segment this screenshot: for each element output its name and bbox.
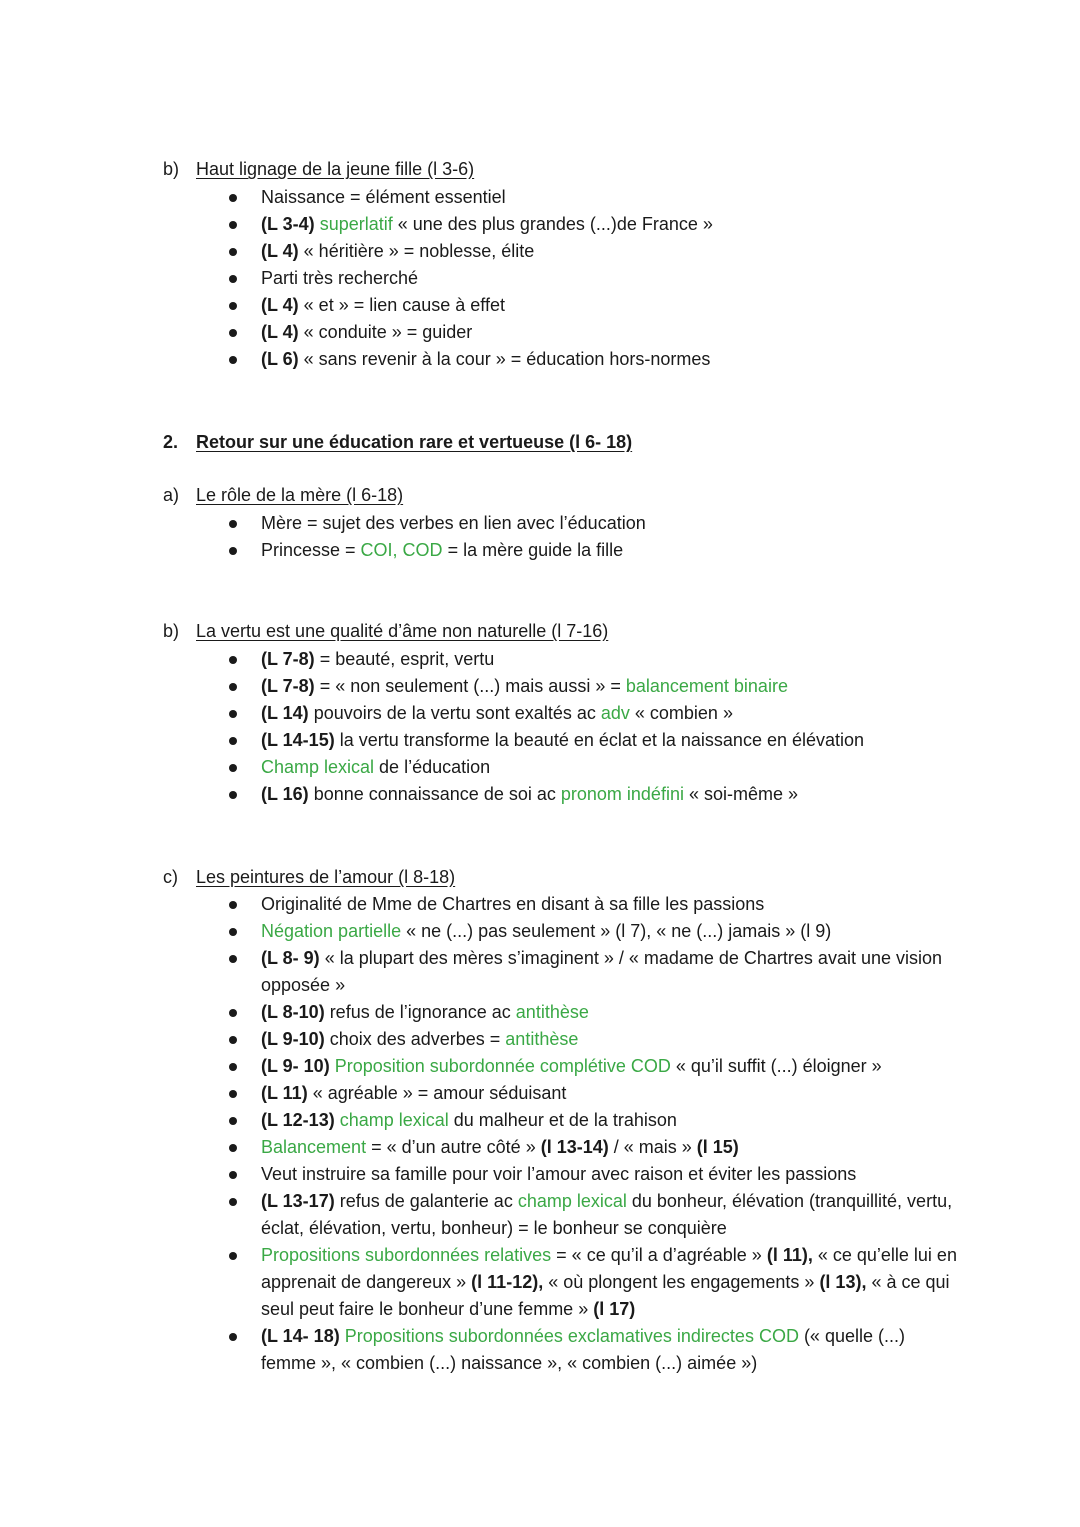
bullet-text: la vertu transforme la beauté en éclat et la naissance en élévation (334, 730, 865, 750)
bullet-text: « à ce qui seul peut faire le bonheur d’une femme » (261, 1272, 950, 1319)
section-marker: a) (163, 485, 180, 505)
bullet-text: « combien » (629, 703, 733, 723)
section-marker: b) (163, 621, 180, 641)
highlighted-term: antithèse (505, 1029, 579, 1049)
line-reference: (l 11), (766, 1245, 813, 1265)
bullet-text: refus de l’ignorance ac (324, 1002, 516, 1022)
section-heading-b2 (163, 618, 608, 645)
section-heading-a2 (163, 482, 403, 509)
bullet-item (0, 781, 961, 808)
line-reference: (l 13), (819, 1272, 867, 1292)
bullet-text: Princesse = (261, 540, 361, 560)
bullet-text: « soi-même » (683, 784, 798, 804)
bullet-item (0, 673, 961, 700)
bullet-item (0, 238, 961, 265)
bullet-item (0, 1242, 961, 1323)
bullet-item (0, 211, 961, 238)
section-title: Retour sur une éducation rare et vertueuse (l 6- 18) (196, 432, 633, 452)
section-heading-b1 (163, 156, 474, 183)
line-reference: (L 9- 10) (261, 1056, 330, 1076)
bullet-item (0, 1134, 961, 1161)
line-reference: (L 6) (261, 349, 299, 369)
line-reference: (L 14-15) (261, 730, 335, 750)
bullet-text: « une des plus grandes (...)de France » (392, 214, 713, 234)
bullet-item (0, 184, 961, 211)
highlighted-term: superlatif (319, 214, 393, 234)
line-reference: (L 7-8) (261, 649, 315, 669)
bullet-text: « conduite » = guider (298, 322, 473, 342)
bullet-text: du malheur et de la trahison (448, 1110, 677, 1130)
highlighted-term: Propositions subordonnées relatives (261, 1245, 552, 1265)
bullet-item (0, 754, 961, 781)
bullet-item (0, 1323, 961, 1377)
highlighted-term: pronom indéfini (560, 784, 684, 804)
bullet-text: « ne (...) pas seulement » (l 7), « ne (...) jamais » (l 9) (401, 921, 832, 941)
line-reference: (L 8-10) (261, 1002, 325, 1022)
bullet-text: bonne connaissance de soi ac (308, 784, 561, 804)
bullet-item (0, 1188, 961, 1242)
highlighted-term: champ lexical (517, 1191, 627, 1211)
bullet-text: choix des adverbes = (324, 1029, 506, 1049)
bullet-list-b1 (0, 184, 961, 373)
line-reference: (L 3-4) (261, 214, 315, 234)
bullet-item (0, 346, 961, 373)
bullet-text: refus de galanterie ac (334, 1191, 518, 1211)
bullet-text: « sans revenir à la cour » = éducation hors-normes (298, 349, 711, 369)
highlighted-term: COI, COD (360, 540, 443, 560)
bullet-text: du bonheur, élévation (tranquillité, vertu, éclat, élévation, vertu, bonheur) = le bonheur se conquière (261, 1191, 953, 1238)
line-reference: (L 12-13) (261, 1110, 335, 1130)
section-heading-c2 (163, 864, 455, 891)
bullet-text: Originalité de Mme de Chartres en disant à sa fille les passions (261, 894, 765, 914)
bullet-text: « agréable » = amour séduisant (307, 1083, 567, 1103)
highlighted-term: adv (600, 703, 630, 723)
line-reference: (l 17) (593, 1299, 636, 1319)
bullet-text: « la plupart des mères s’imaginent » / « madame de Chartres avait une vision opposée » (261, 948, 943, 995)
bullet-item (0, 1053, 961, 1080)
line-reference: (L 8- 9) (261, 948, 320, 968)
bullet-text: (« quelle (...) femme », « combien (...) naissance », « combien (...) aimée ») (261, 1326, 905, 1373)
bullet-item (0, 999, 961, 1026)
bullet-item (0, 510, 961, 537)
bullet-text: pouvoirs de la vertu sont exaltés ac (308, 703, 601, 723)
line-reference: (L 9-10) (261, 1029, 325, 1049)
bullet-item (0, 1161, 961, 1188)
highlighted-term: antithèse (515, 1002, 589, 1022)
highlighted-term: Balancement (261, 1137, 367, 1157)
line-reference: (l 15) (696, 1137, 739, 1157)
section-marker: b) (163, 159, 180, 179)
section-title: Haut lignage de la jeune fille (l 3-6) (196, 159, 475, 179)
bullet-text: « ce qu’elle lui en apprenait de dangereux » (261, 1245, 957, 1292)
highlighted-term: champ lexical (339, 1110, 449, 1130)
bullet-text: Parti très recherché (261, 268, 419, 288)
line-reference: (L 13-17) (261, 1191, 335, 1211)
bullet-text: « et » = lien cause à effet (298, 295, 505, 315)
bullet-item (0, 945, 961, 999)
bullet-text: = la mère guide la fille (442, 540, 624, 560)
line-reference: (L 14) (261, 703, 309, 723)
line-reference: (l 11-12), (471, 1272, 544, 1292)
section-title: Les peintures de l’amour (l 8-18) (196, 867, 456, 887)
section-title: Le rôle de la mère (l 6-18) (196, 485, 404, 505)
bullet-text: Mère = sujet des verbes en lien avec l’éducation (261, 513, 646, 533)
highlighted-term: Négation partielle (261, 921, 402, 941)
bullet-list-c2 (0, 891, 961, 1377)
bullet-text: « qu’il suffit (...) éloigner » (670, 1056, 882, 1076)
bullet-item (0, 1026, 961, 1053)
line-reference: (L 7-8) (261, 676, 315, 696)
section-heading-2 (163, 429, 632, 456)
bullet-text: = « d’un autre côté » (366, 1137, 541, 1157)
section-marker: 2. (163, 432, 179, 452)
line-reference: (L 11) (261, 1083, 308, 1103)
bullet-item (0, 319, 961, 346)
bullet-list-a2 (0, 510, 961, 564)
bullet-item (0, 891, 961, 918)
line-reference: (L 4) (261, 295, 299, 315)
highlighted-term: balancement binaire (625, 676, 788, 696)
bullet-item (0, 918, 961, 945)
bullet-text: de l’éducation (374, 757, 491, 777)
line-reference: (L 16) (261, 784, 309, 804)
bullet-text: = beauté, esprit, vertu (314, 649, 495, 669)
section-marker: c) (163, 867, 178, 887)
bullet-item (0, 727, 961, 754)
bullet-item (0, 292, 961, 319)
bullet-text: Naissance = élément essentiel (261, 187, 506, 207)
bullet-item (0, 265, 961, 292)
line-reference: (L 4) (261, 322, 299, 342)
bullet-item (0, 537, 961, 564)
bullet-item (0, 700, 961, 727)
bullet-item (0, 1080, 961, 1107)
bullet-text: / « mais » (608, 1137, 697, 1157)
highlighted-term: Propositions subordonnées exclamatives indirectes COD (344, 1326, 799, 1346)
bullet-text: « héritière » = noblesse, élite (298, 241, 535, 261)
section-title: La vertu est une qualité d’âme non naturelle (l 7-16) (196, 621, 609, 641)
bullet-item (0, 646, 961, 673)
bullet-text: = « ce qu’il a d’agréable » (551, 1245, 767, 1265)
bullet-text: Veut instruire sa famille pour voir l’amour avec raison et éviter les passions (261, 1164, 857, 1184)
highlighted-term: Champ lexical (261, 757, 375, 777)
bullet-item (0, 1107, 961, 1134)
bullet-text: = « non seulement (...) mais aussi » = (314, 676, 626, 696)
bullet-list-b2 (0, 646, 961, 808)
line-reference: (L 4) (261, 241, 299, 261)
bullet-text: « où plongent les engagements » (543, 1272, 820, 1292)
line-reference: (L 14- 18) (261, 1326, 340, 1346)
line-reference: (l 13-14) (540, 1137, 609, 1157)
highlighted-term: Proposition subordonnée complétive COD (334, 1056, 671, 1076)
